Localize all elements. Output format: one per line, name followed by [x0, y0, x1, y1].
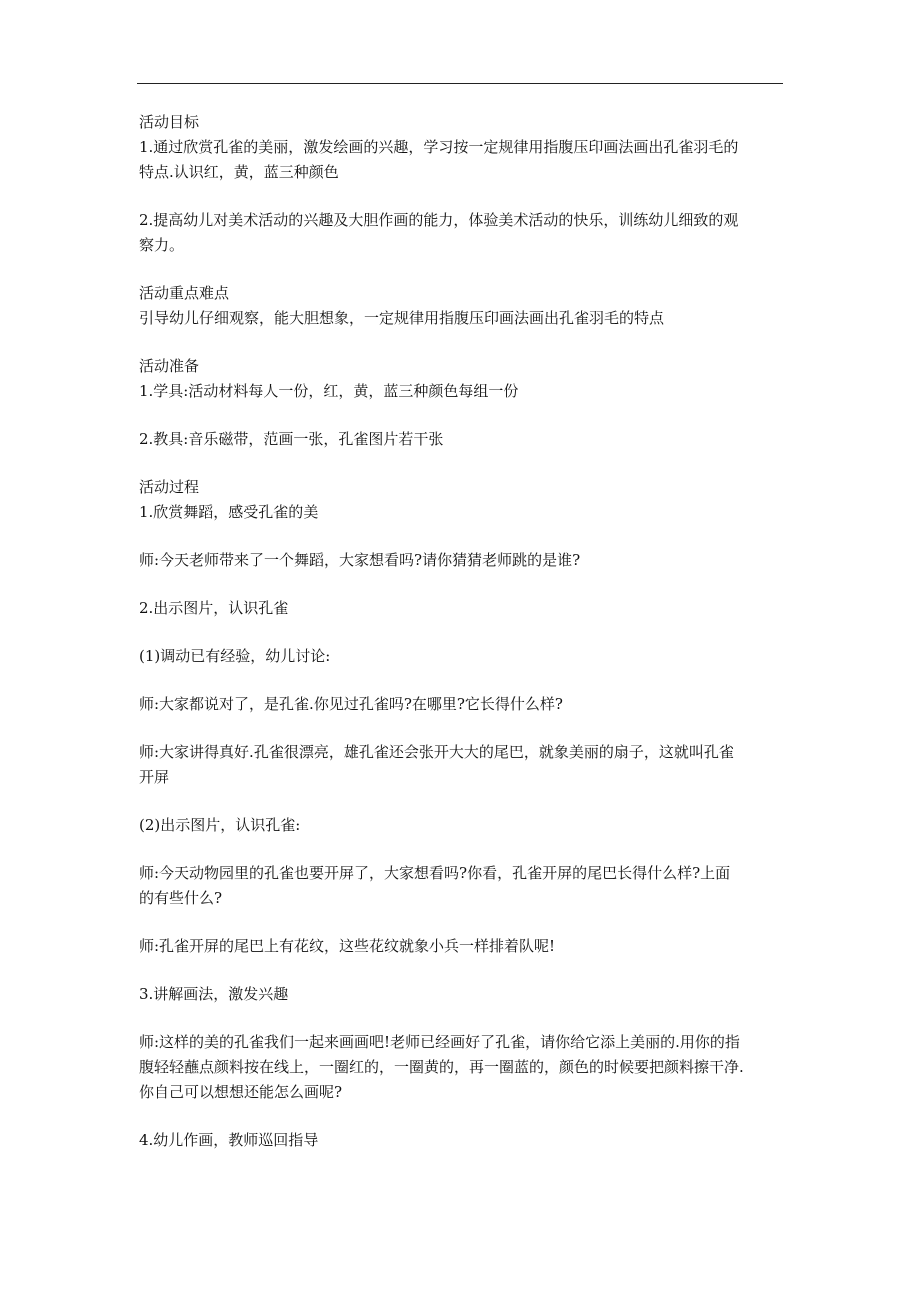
goal-item-2-line-1: 2.提高幼儿对美术活动的兴趣及大胆作画的能力，体验美术活动的快乐，训练幼儿细致的观 — [139, 211, 739, 229]
process-paragraph-1 — [139, 548, 784, 573]
process-step-3-block — [139, 982, 784, 1007]
section-focus — [139, 281, 784, 331]
process-step-4-block — [139, 1128, 784, 1153]
goal-item-2-line-2: 察力。 — [139, 236, 185, 254]
process-paragraph-6 — [139, 1030, 784, 1105]
process-p1: 师:今天老师带来了一个舞蹈，大家想看吗?请你猜猜老师跳的是谁? — [139, 551, 581, 569]
section-prep — [139, 354, 784, 404]
process-p5: 师:孔雀开屏的尾巴上有花纹，这些花纹就象小兵一样排着队呢! — [139, 937, 556, 955]
goal-item-1-line-2: 特点.认识红，黄，蓝三种颜色 — [139, 163, 339, 181]
prep-item-2-block — [139, 427, 784, 452]
process-paragraph-2 — [139, 692, 784, 717]
section-heading-process: 活动过程 — [139, 478, 200, 496]
process-p6-line-3: 你自己可以想想还能怎么画呢? — [139, 1083, 343, 1101]
process-paragraph-3 — [139, 740, 784, 790]
process-paragraph-5 — [139, 934, 784, 959]
process-p6-line-1: 师:这样的美的孔雀我们一起来画画吧!老师已经画好了孔雀，请你给它添上美丽的.用你的指 — [139, 1033, 740, 1051]
section-heading-prep: 活动准备 — [139, 357, 200, 375]
process-sub-1: (1)调动已有经验，幼儿讨论: — [139, 647, 331, 665]
goal-item-2 — [139, 208, 784, 258]
process-step-2-block — [139, 596, 784, 621]
process-p3-line-2: 开屏 — [139, 768, 170, 786]
focus-text: 引导幼儿仔细观察，能大胆想象，一定规律用指腹压印画法画出孔雀羽毛的特点 — [139, 309, 665, 327]
process-step-4: 4.幼儿作画，教师巡回指导 — [139, 1131, 319, 1149]
section-goal — [139, 110, 784, 185]
process-sub-2-block — [139, 813, 784, 838]
section-heading-focus: 活动重点难点 — [139, 284, 230, 302]
section-process — [139, 475, 784, 525]
section-heading-goal: 活动目标 — [139, 113, 200, 131]
header-rule — [137, 83, 783, 84]
process-sub-2: (2)出示图片，认识孔雀: — [139, 816, 301, 834]
process-paragraph-4 — [139, 861, 784, 911]
process-p3-line-1: 师:大家讲得真好.孔雀很漂亮，雄孔雀还会张开大大的尾巴，就象美丽的扇子，这就叫孔雀 — [139, 743, 734, 761]
process-sub-1-block — [139, 644, 784, 669]
process-p6-line-2: 腹轻轻蘸点颜料按在线上，一圈红的，一圈黄的，再一圈蓝的，颜色的时候要把颜料擦干净. — [139, 1058, 744, 1076]
goal-item-1-line-1: 1.通过欣赏孔雀的美丽，激发绘画的兴趣，学习按一定规律用指腹压印画法画出孔雀羽毛的 — [139, 138, 739, 156]
process-step-3: 3.讲解画法，激发兴趣 — [139, 985, 289, 1003]
process-p2: 师:大家都说对了，是孔雀.你见过孔雀吗?在哪里?它长得什么样? — [139, 695, 563, 713]
prep-item-1: 1.学具:活动材料每人一份，红，黄，蓝三种颜色每组一份 — [139, 382, 519, 400]
document-body — [139, 110, 784, 1153]
process-p4-line-1: 师:今天动物园里的孔雀也要开屏了，大家想看吗?你看，孔雀开屏的尾巴长得什么样?上面 — [139, 864, 731, 882]
process-step-1: 1.欣赏舞蹈，感受孔雀的美 — [139, 503, 319, 521]
process-p4-line-2: 的有些什么? — [139, 889, 223, 907]
process-step-2: 2.出示图片，认识孔雀 — [139, 599, 289, 617]
prep-item-2: 2.教具:音乐磁带，范画一张，孔雀图片若干张 — [139, 430, 444, 448]
